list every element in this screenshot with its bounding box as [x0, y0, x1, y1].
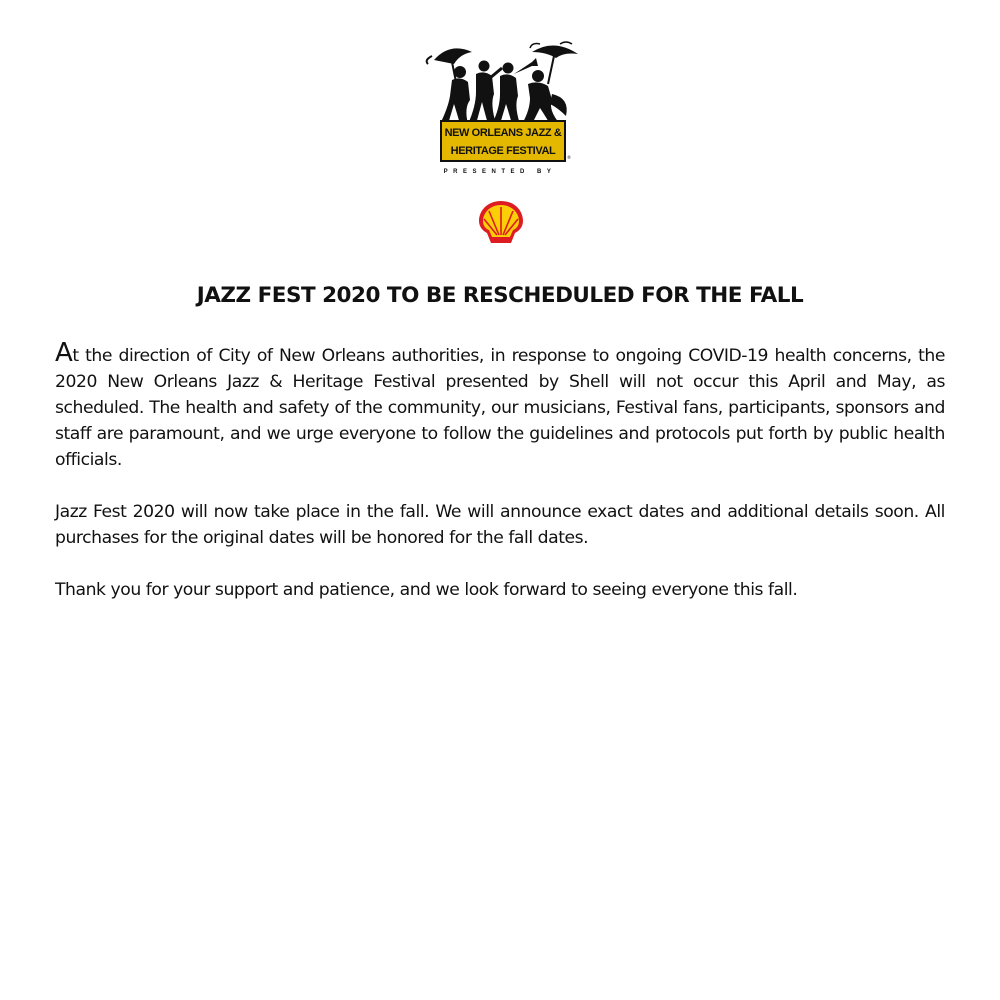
festival-name-line1: NEW ORLEANS JAZZ & [444, 127, 562, 139]
drop-cap: A [55, 338, 73, 368]
paragraph-thanks: Thank you for your support and patience, and we look forward to seeing everyone this fall. [55, 580, 798, 600]
trademark-mark: ® [567, 155, 571, 160]
festival-name-line2: HERITAGE FESTIVAL [450, 145, 556, 157]
page-title: JAZZ FEST 2020 TO BE RESCHEDULED FOR THE FALL [196, 283, 804, 308]
announcement-body [55, 340, 945, 629]
presented-by-label: PRESENTED BY [443, 169, 557, 175]
paragraph-announcement-text: t the direction of City of New Orleans authorities, in response to ongoing COVID-19 health concerns, the 2020 New Orleans Jazz & Heritage Festival presented by Shell will not occur this April and May, as scheduled. The health and safety of the community, our musicians, Festival fans, participants, sponsors and staff are paramount, and we urge everyone to follow the guidelines and protocols put forth by public health officials. [55, 346, 945, 470]
festival-logo [420, 38, 580, 188]
festival-name-banner [440, 120, 566, 162]
shell-logo-icon [477, 199, 525, 245]
paragraph-reschedule: Jazz Fest 2020 will now take place in the fall. We will announce exact dates and additional details soon. All purchases for the original dates will be honored for the fall dates. [55, 502, 945, 548]
paragraph-announcement [55, 340, 945, 473]
musicians-silhouette-icon [420, 38, 580, 128]
